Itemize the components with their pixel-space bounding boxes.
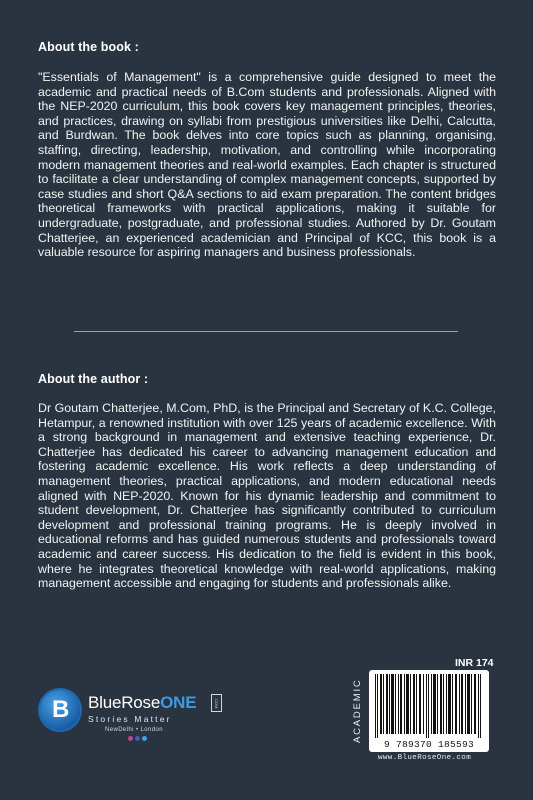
social-icons [128,736,147,741]
about-author-heading: About the author : [38,372,149,386]
isbn-number: 9 789370 185593 [383,739,474,750]
section-divider [74,331,458,332]
publisher-name-part2: ONE [160,693,197,712]
publisher-name [88,693,196,713]
barcode-bars [373,674,485,738]
category-label: ACADEMIC [352,678,363,744]
publisher-logo [40,690,280,750]
about-book-heading: About the book : [38,40,139,54]
instagram-icon [128,736,133,741]
facebook-icon [135,736,140,741]
publisher-logo-icon [40,690,80,730]
barcode [369,670,489,752]
publisher-cities: NewDelhi • London [105,727,163,733]
price-label: INR 174 [455,657,494,669]
about-author-text: Dr Goutam Chatterjee, M.Com, PhD, is the Principal and Secretary of K.C. College, Hetampur, a renowned institution with over 125 years of academic excellence. With a strong background in management and extensive teaching experience, Dr. Chatterjee has dedicated his career to advancing management education and fostering academic excellence. His work reflects a deep understanding of management theories, practical applications, and modern educational needs aligned with NEP-2020. Known for his dynamic leadership and commitment to student development, Dr. Chatterjee has significantly contributed to curriculum development and professional training programs. He is deeply involved in educational reforms and has guided numerous students and professionals toward academic and career success. His dedication to the field is evident in this book, where he integrates theoretical knowledge with real-world applications, making management accessible and engaging for students and professionals alike. [38,401,496,591]
twitter-icon [142,736,147,741]
publisher-website[interactable]: www.BlueRoseOne.com [378,754,472,762]
publisher-badge: .COM [211,694,222,712]
publisher-name-part1: BlueRose [88,693,161,712]
publisher-tagline: Stories Matter [88,714,172,724]
about-book-text: "Essentials of Management" is a comprehensive guide designed to meet the academic and practical needs of B.Com students and professionals. Aligned with the NEP-2020 curriculum, this book covers key management principles, theories, and practices, drawing on syllabi from prestigious universities like Delhi, Calcutta, and Burdwan. The book delves into core topics such as planning, organising, staffing, directing, leadership, motivation, and controlling while incorporating modern management theories and real-world examples. Each chapter is structured to facilitate a clear understanding of complex management concepts, supported by case studies and short Q&A sections to aid exam preparation. The content bridges theoretical frameworks with practical applications, making it suitable for undergraduate, postgraduate, and professional studies. Authored by Dr. Goutam Chatterjee, an experienced academician and Principal of KCC, this book is a valuable resource for aspiring managers and business professionals. [38,70,496,260]
logo-letter: B [52,696,70,723]
